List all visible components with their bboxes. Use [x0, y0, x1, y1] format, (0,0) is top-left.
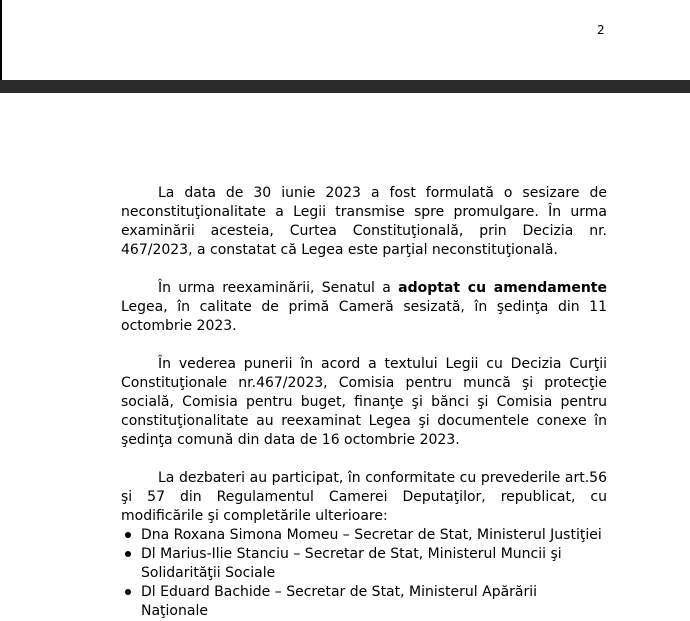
paragraph-dezbateri: La dezbateri au participat, în conformitate cu prevederile art.56 şi 57 din Regulamentul Camerei Deputaţilor, republicat, cu modificările şi completările ulterioare: [121, 470, 607, 524]
page-top [0, 0, 690, 80]
page-separator [0, 80, 690, 93]
list-item: Dna Roxana Simona Momeu – Secretar de Stat, Ministerul Justiţiei [121, 526, 607, 545]
paragraph-comisii: În vederea punerii în acord a textului Legii cu Decizia Curţii Constituţionale nr.467/2023, Comisia pentru muncă şi protecţie socială, Comisia pentru buget, finanţe şi bănci şi Comisia pentru constituţionalitate au reexaminat Legea şi documentele conexe în şedinţa comună din data de 16 octombrie 2023. [121, 356, 607, 448]
paragraph-sesizare: La data de 30 iunie 2023 a fost formulată o sesizare de neconstituţionalitate a Legii transmise spre promulgare. În urma examinării acesteia, Curtea Constituţională, prin Decizia nr. 467/2023, a constatat că Legea este parţial neconstituţională. [121, 185, 607, 258]
participants-list [121, 526, 607, 621]
page-left-edge [0, 0, 2, 80]
paragraph-senat-text-start: În urma reexaminării, Senatul a [158, 280, 399, 296]
paragraph-senat-bold: adoptat cu amendamente [398, 280, 607, 296]
document-body [121, 184, 607, 621]
list-item: Dl Eduard Bachide – Secretar de Stat, Ministerul Apărării Naţionale [121, 583, 607, 621]
list-item: Dl Marius-Ilie Stanciu – Secretar de Stat, Ministerul Muncii şi Solidarităţii Sociale [121, 545, 607, 583]
page-number: 2 [597, 23, 605, 37]
paragraph-senat [121, 279, 607, 336]
paragraph-senat-text-end: Legea, în calitate de primă Cameră sesizată, în şedinţa din 11 octombrie 2023. [121, 299, 607, 334]
